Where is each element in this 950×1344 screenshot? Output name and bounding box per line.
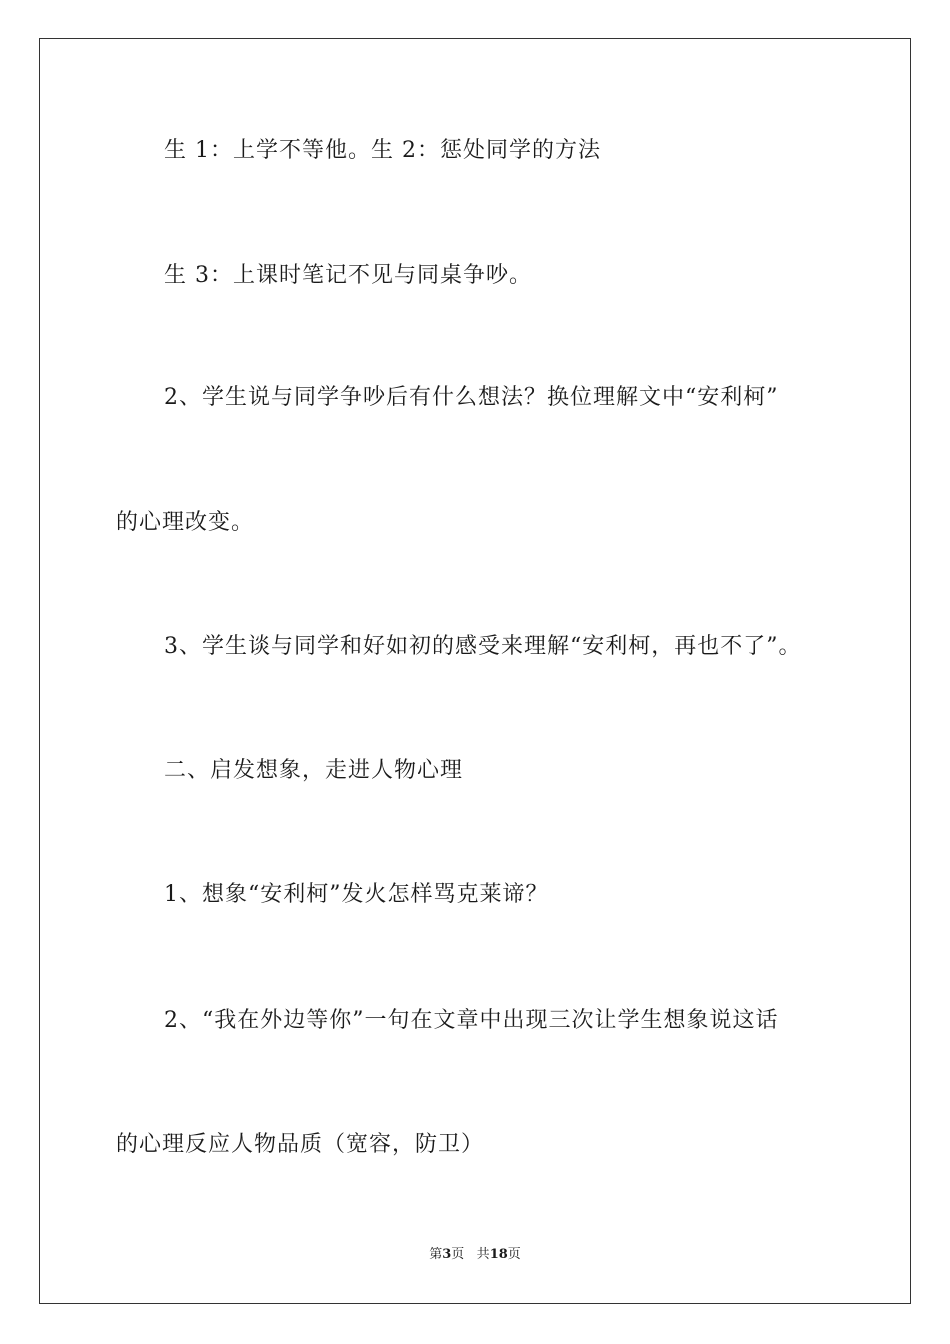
page-border	[39, 38, 911, 1304]
footer-page-number: 3	[442, 1247, 452, 1262]
paragraph-line: 3、学生谈与同学和好如初的感受来理解“安利柯，再也不了”。	[164, 634, 802, 659]
paragraph-line: 生 3：上课时笔记不见与同桌争吵。	[164, 263, 532, 288]
footer-total-suffix: 页	[507, 1247, 521, 1262]
section-heading: 二、启发想象，走进人物心理	[164, 758, 464, 783]
footer-total-prefix: 共	[476, 1247, 490, 1262]
paragraph-line: 2、学生说与同学争吵后有什么想法？换位理解文中“安利柯”	[164, 385, 779, 410]
paragraph-line: 生 1：上学不等他。生 2：惩处同学的方法	[164, 138, 601, 163]
paragraph-line: 的心理改变。	[116, 510, 255, 535]
paragraph-line: 的心理反应人物品质（宽容，防卫）	[116, 1132, 485, 1157]
paragraph-line: 1、想象“安利柯”发火怎样骂克莱谛？	[164, 882, 549, 907]
page-footer	[0, 1246, 950, 1264]
footer-total-pages: 18	[489, 1247, 508, 1262]
paragraph-line: 2、“我在外边等你”一句在文章中出现三次让学生想象说这话	[164, 1008, 779, 1033]
footer-page-prefix: 第	[429, 1247, 443, 1262]
footer-page-suffix: 页	[451, 1247, 465, 1262]
